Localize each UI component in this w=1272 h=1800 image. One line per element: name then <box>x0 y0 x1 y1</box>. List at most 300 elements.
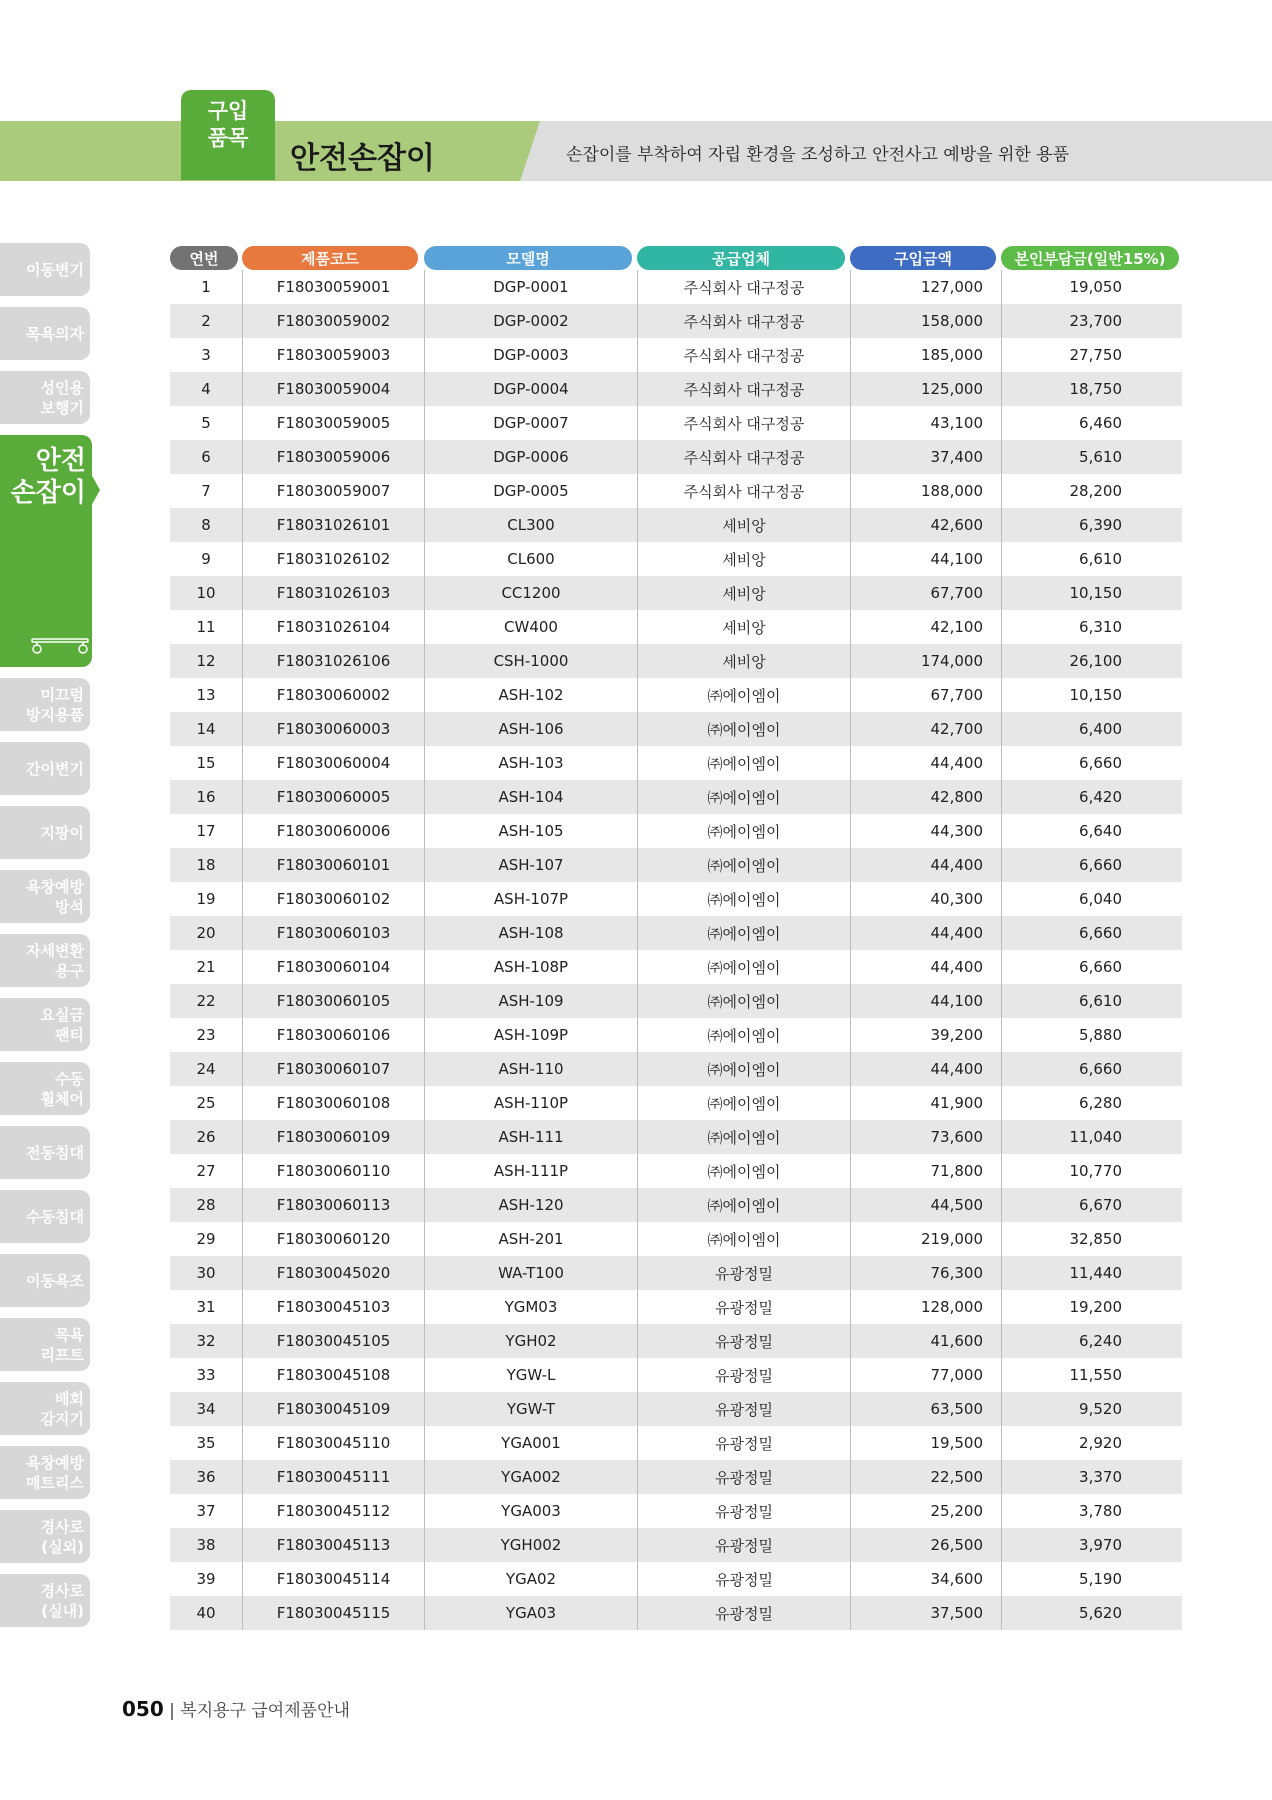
table-cell: F18030059001 <box>242 270 424 304</box>
sidebar-tab[interactable] <box>0 1062 90 1115</box>
table-cell: 주식회사 대구정공 <box>637 474 850 508</box>
column-header: 구입금액 <box>850 246 996 270</box>
column-header: 연번 <box>170 246 238 270</box>
table-cell: 67,700 <box>850 576 1001 610</box>
table-cell: 6,660 <box>1001 950 1182 984</box>
table-cell: F18031026104 <box>242 610 424 644</box>
table-cell: 5,880 <box>1001 1018 1182 1052</box>
column-header: 제품코드 <box>242 246 418 270</box>
sidebar-tab[interactable] <box>0 806 90 859</box>
table-cell: 37,500 <box>850 1596 1001 1630</box>
table-cell: 127,000 <box>850 270 1001 304</box>
table-cell: 유광정밀 <box>637 1358 850 1392</box>
table-cell: ㈜에이엠이 <box>637 1018 850 1052</box>
table-cell: 19,500 <box>850 1426 1001 1460</box>
table-cell: F18030045108 <box>242 1358 424 1392</box>
table-cell: ASH-108P <box>424 950 637 984</box>
table-cell: ㈜에이엠이 <box>637 1222 850 1256</box>
table-row <box>170 678 1182 712</box>
table-cell: 6,640 <box>1001 814 1182 848</box>
table-cell: 77,000 <box>850 1358 1001 1392</box>
table-cell: 10,150 <box>1001 678 1182 712</box>
table-cell: 5 <box>201 414 211 432</box>
table-cell: 6,460 <box>1001 406 1182 440</box>
sidebar-tab[interactable] <box>0 678 90 731</box>
table-cell: 6,240 <box>1001 1324 1182 1358</box>
table-cell: YGH02 <box>424 1324 637 1358</box>
table-cell: 5,190 <box>1001 1562 1182 1596</box>
table-cell: 63,500 <box>850 1392 1001 1426</box>
table-cell: YGW-L <box>424 1358 637 1392</box>
table-cell: 10,770 <box>1001 1154 1182 1188</box>
table-cell: ASH-109P <box>424 1018 637 1052</box>
table-cell: F18030059007 <box>242 474 424 508</box>
table-cell: F18030060002 <box>242 678 424 712</box>
table-header <box>170 246 1182 270</box>
table-cell: F18030060102 <box>242 882 424 916</box>
table-cell: 36 <box>196 1468 216 1486</box>
table-cell: 유광정밀 <box>637 1528 850 1562</box>
table-cell: ASH-201 <box>424 1222 637 1256</box>
table-row <box>170 304 1182 338</box>
table-cell: 9,520 <box>1001 1392 1182 1426</box>
table-cell: 11 <box>196 618 216 636</box>
sidebar-tab-label: 이동욕조 <box>26 1271 84 1290</box>
page-subtitle: 손잡이를 부착하여 자립 환경을 조성하고 안전사고 예방을 위한 용품 <box>566 145 1070 165</box>
table-cell: 21 <box>196 958 216 976</box>
table-cell: ASH-103 <box>424 746 637 780</box>
table-cell: 219,000 <box>850 1222 1001 1256</box>
table-row <box>170 338 1182 372</box>
table-cell: 27 <box>196 1162 216 1180</box>
table-cell: 29 <box>196 1230 216 1248</box>
table-cell: 41,900 <box>850 1086 1001 1120</box>
table-cell: F18030060104 <box>242 950 424 984</box>
table-cell: ㈜에이엠이 <box>637 712 850 746</box>
table-cell: 유광정밀 <box>637 1562 850 1596</box>
table-cell: 22 <box>196 992 216 1010</box>
sidebar-tab[interactable] <box>0 371 90 424</box>
table-cell: 40 <box>196 1604 216 1622</box>
table-row <box>170 270 1182 304</box>
table-cell: 6,660 <box>1001 1052 1182 1086</box>
sidebar-tab-label: 미끄럼 방지용품 <box>26 685 84 724</box>
table-row <box>170 814 1182 848</box>
product-table <box>170 246 1182 1630</box>
table-cell: 185,000 <box>850 338 1001 372</box>
table-row <box>170 1358 1182 1392</box>
table-cell: F18030045115 <box>242 1596 424 1630</box>
table-cell: F18030060101 <box>242 848 424 882</box>
table-cell: DGP-0003 <box>424 338 637 372</box>
table-cell: F18030060106 <box>242 1018 424 1052</box>
table-cell: WA-T100 <box>424 1256 637 1290</box>
table-cell: YGA003 <box>424 1494 637 1528</box>
sidebar-tab[interactable] <box>0 998 90 1051</box>
table-cell: 18 <box>196 856 216 874</box>
table-cell: 174,000 <box>850 644 1001 678</box>
table-cell: ㈜에이엠이 <box>637 1188 850 1222</box>
table-row <box>170 1460 1182 1494</box>
table-row <box>170 1154 1182 1188</box>
table-cell: CC1200 <box>424 576 637 610</box>
table-cell: 12 <box>196 652 216 670</box>
grab-bar-icon <box>30 635 90 655</box>
sidebar-tab-label: 욕창예방 방석 <box>26 877 84 916</box>
table-row <box>170 1392 1182 1426</box>
table-cell: 14 <box>196 720 216 738</box>
table-cell: ㈜에이엠이 <box>637 950 850 984</box>
table-cell: F18030060107 <box>242 1052 424 1086</box>
table-cell: 25 <box>196 1094 216 1112</box>
table-cell: ASH-104 <box>424 780 637 814</box>
table-cell: ㈜에이엠이 <box>637 1052 850 1086</box>
table-cell: 37 <box>196 1502 216 1520</box>
table-cell: F18030045109 <box>242 1392 424 1426</box>
table-cell: 71,800 <box>850 1154 1001 1188</box>
table-cell: 주식회사 대구정공 <box>637 304 850 338</box>
table-cell: 44,100 <box>850 542 1001 576</box>
table-cell: 42,600 <box>850 508 1001 542</box>
table-cell: F18030045112 <box>242 1494 424 1528</box>
sidebar-tab-label: 성인용 보행기 <box>40 378 84 417</box>
table-cell: 6,420 <box>1001 780 1182 814</box>
sidebar-tab-label: 목욕 리프트 <box>40 1325 84 1364</box>
table-cell: 11,550 <box>1001 1358 1182 1392</box>
table-row <box>170 542 1182 576</box>
table-cell: DGP-0002 <box>424 304 637 338</box>
table-cell: YGA002 <box>424 1460 637 1494</box>
table-cell: ㈜에이엠이 <box>637 780 850 814</box>
table-cell: 세비앙 <box>637 576 850 610</box>
table-cell: ㈜에이엠이 <box>637 746 850 780</box>
table-cell: ASH-111 <box>424 1120 637 1154</box>
table-cell: ASH-110P <box>424 1086 637 1120</box>
table-cell: F18031026102 <box>242 542 424 576</box>
table-cell: DGP-0004 <box>424 372 637 406</box>
table-cell: YGA03 <box>424 1596 637 1630</box>
table-row <box>170 1596 1182 1630</box>
table-row <box>170 1494 1182 1528</box>
table-cell: ASH-110 <box>424 1052 637 1086</box>
table-cell: 6,660 <box>1001 848 1182 882</box>
sidebar-tab-label: 욕창예방 매트리스 <box>26 1453 84 1492</box>
table-cell: 40,300 <box>850 882 1001 916</box>
sidebar-tab-label: 경사로 (실외) <box>40 1517 84 1556</box>
table-row <box>170 508 1182 542</box>
table-cell: ASH-108 <box>424 916 637 950</box>
table-cell: 세비앙 <box>637 644 850 678</box>
table-row <box>170 780 1182 814</box>
table-cell: F18030059006 <box>242 440 424 474</box>
column-header: 모델명 <box>424 246 632 270</box>
table-cell: ASH-109 <box>424 984 637 1018</box>
table-cell: 41,600 <box>850 1324 1001 1358</box>
table-cell: F18030060004 <box>242 746 424 780</box>
sidebar-tab[interactable] <box>0 307 90 360</box>
table-cell: F18030045113 <box>242 1528 424 1562</box>
table-cell: 23,700 <box>1001 304 1182 338</box>
table-cell: ㈜에이엠이 <box>637 1086 850 1120</box>
table-row <box>170 440 1182 474</box>
table-cell: 26,100 <box>1001 644 1182 678</box>
table-row <box>170 712 1182 746</box>
table-cell: CSH-1000 <box>424 644 637 678</box>
table-cell: 188,000 <box>850 474 1001 508</box>
page-footer <box>122 1696 350 1721</box>
table-cell: 73,600 <box>850 1120 1001 1154</box>
table-cell: F18030059002 <box>242 304 424 338</box>
sidebar-tab[interactable] <box>0 742 90 795</box>
sidebar-tab-label: 배회 감지기 <box>40 1389 84 1428</box>
table-row <box>170 644 1182 678</box>
table-cell: F18030045105 <box>242 1324 424 1358</box>
table-row <box>170 848 1182 882</box>
table-row <box>170 1086 1182 1120</box>
table-cell: ㈜에이엠이 <box>637 814 850 848</box>
table-cell: 6,660 <box>1001 916 1182 950</box>
table-cell: 67,700 <box>850 678 1001 712</box>
table-cell: 15 <box>196 754 216 772</box>
table-cell: ㈜에이엠이 <box>637 1120 850 1154</box>
page-title: 안전손잡이 <box>290 141 435 176</box>
table-cell: F18030059003 <box>242 338 424 372</box>
table-cell: 3 <box>201 346 211 364</box>
table-row <box>170 950 1182 984</box>
sidebar-tab[interactable] <box>0 870 90 923</box>
table-cell: 5,620 <box>1001 1596 1182 1630</box>
table-cell: 유광정밀 <box>637 1324 850 1358</box>
table-cell: 44,100 <box>850 984 1001 1018</box>
table-cell: ㈜에이엠이 <box>637 916 850 950</box>
table-cell: ㈜에이엠이 <box>637 848 850 882</box>
table-cell: 26,500 <box>850 1528 1001 1562</box>
sidebar-tab-label: 수동침대 <box>26 1207 84 1226</box>
table-cell: DGP-0006 <box>424 440 637 474</box>
sidebar-tab[interactable] <box>0 1190 90 1243</box>
sidebar-tab-label: 목욕의자 <box>26 324 84 343</box>
table-cell: 39 <box>196 1570 216 1588</box>
table-cell: F18030060103 <box>242 916 424 950</box>
table-row <box>170 576 1182 610</box>
table-cell: 34,600 <box>850 1562 1001 1596</box>
table-cell: F18030045114 <box>242 1562 424 1596</box>
sidebar-tab[interactable] <box>0 934 90 987</box>
table-cell: ASH-106 <box>424 712 637 746</box>
table-cell: F18030060003 <box>242 712 424 746</box>
table-cell: 2,920 <box>1001 1426 1182 1460</box>
table-cell: 7 <box>201 482 211 500</box>
table-cell: 주식회사 대구정공 <box>637 338 850 372</box>
table-cell: 44,400 <box>850 1052 1001 1086</box>
table-cell: 9 <box>201 550 211 568</box>
sidebar-tab[interactable] <box>0 1446 90 1499</box>
table-cell: 8 <box>201 516 211 534</box>
table-cell: ㈜에이엠이 <box>637 678 850 712</box>
table-cell: 6 <box>201 448 211 466</box>
table-cell: 유광정밀 <box>637 1596 850 1630</box>
table-cell: F18030060110 <box>242 1154 424 1188</box>
table-cell: 32 <box>196 1332 216 1350</box>
table-cell: 42,700 <box>850 712 1001 746</box>
table-cell: 3,970 <box>1001 1528 1182 1562</box>
table-cell: ㈜에이엠이 <box>637 1154 850 1188</box>
table-cell: 6,310 <box>1001 610 1182 644</box>
table-cell: 유광정밀 <box>637 1460 850 1494</box>
table-cell: 19,200 <box>1001 1290 1182 1324</box>
table-row <box>170 1290 1182 1324</box>
table-row <box>170 1426 1182 1460</box>
table-cell: F18030045103 <box>242 1290 424 1324</box>
table-cell: 28,200 <box>1001 474 1182 508</box>
table-cell: 6,660 <box>1001 746 1182 780</box>
table-cell: 44,300 <box>850 814 1001 848</box>
table-cell: 34 <box>196 1400 216 1418</box>
table-row <box>170 1562 1182 1596</box>
table-cell: 3,370 <box>1001 1460 1182 1494</box>
table-cell: 6,670 <box>1001 1188 1182 1222</box>
sidebar-tab-label: 이동변기 <box>26 260 84 279</box>
table-cell: ASH-107 <box>424 848 637 882</box>
table-row <box>170 1256 1182 1290</box>
table-cell: F18031026106 <box>242 644 424 678</box>
sidebar-tab[interactable] <box>0 435 92 667</box>
footer-text: 복지용구 급여제품안내 <box>180 1701 350 1721</box>
table-cell: DGP-0005 <box>424 474 637 508</box>
table-cell: F18030045110 <box>242 1426 424 1460</box>
table-cell: ASH-102 <box>424 678 637 712</box>
table-cell: F18031026103 <box>242 576 424 610</box>
active-tab-pointer <box>86 465 100 515</box>
category-badge <box>181 90 275 180</box>
table-cell: 4 <box>201 380 211 398</box>
page-number: 050 <box>122 1697 164 1721</box>
table-cell: 주식회사 대구정공 <box>637 372 850 406</box>
table-cell: 22,500 <box>850 1460 1001 1494</box>
table-cell: 주식회사 대구정공 <box>637 270 850 304</box>
table-cell: ㈜에이엠이 <box>637 984 850 1018</box>
sidebar-tab[interactable] <box>0 1126 90 1179</box>
table-cell: 20 <box>196 924 216 942</box>
table-cell: 유광정밀 <box>637 1494 850 1528</box>
table-cell: 유광정밀 <box>637 1392 850 1426</box>
table-cell: 125,000 <box>850 372 1001 406</box>
table-cell: 주식회사 대구정공 <box>637 440 850 474</box>
table-cell: 6,400 <box>1001 712 1182 746</box>
table-cell: F18030045020 <box>242 1256 424 1290</box>
table-cell: 주식회사 대구정공 <box>637 406 850 440</box>
table-cell: YGH002 <box>424 1528 637 1562</box>
table-cell: 37,400 <box>850 440 1001 474</box>
table-cell: YGA02 <box>424 1562 637 1596</box>
table-cell: 44,500 <box>850 1188 1001 1222</box>
table-cell: 19 <box>196 890 216 908</box>
table-row <box>170 1222 1182 1256</box>
sidebar-tab-label: 수동 휠체어 <box>40 1069 84 1108</box>
table-cell: F18030060105 <box>242 984 424 1018</box>
sidebar-tab[interactable] <box>0 1574 90 1627</box>
table-cell: 43,100 <box>850 406 1001 440</box>
table-cell: F18030060108 <box>242 1086 424 1120</box>
table-cell: 17 <box>196 822 216 840</box>
table-cell: 33 <box>196 1366 216 1384</box>
table-cell: F18030060113 <box>242 1188 424 1222</box>
table-cell: 128,000 <box>850 1290 1001 1324</box>
table-cell: 25,200 <box>850 1494 1001 1528</box>
table-cell: 44,400 <box>850 746 1001 780</box>
table-cell: 76,300 <box>850 1256 1001 1290</box>
table-cell: 44,400 <box>850 848 1001 882</box>
table-cell: F18030060120 <box>242 1222 424 1256</box>
table-cell: 35 <box>196 1434 216 1452</box>
sidebar-tab[interactable] <box>0 1382 90 1435</box>
table-cell: ASH-107P <box>424 882 637 916</box>
table-cell: ASH-105 <box>424 814 637 848</box>
table-row <box>170 882 1182 916</box>
sidebar-tab[interactable] <box>0 1510 90 1563</box>
badge-line-1: 구입 <box>207 99 249 123</box>
footer-separator: | <box>169 1701 175 1721</box>
table-cell: DGP-0001 <box>424 270 637 304</box>
table-cell: 10,150 <box>1001 576 1182 610</box>
table-cell: 24 <box>196 1060 216 1078</box>
table-cell: 6,610 <box>1001 984 1182 1018</box>
sidebar-tab[interactable] <box>0 1318 90 1371</box>
table-row <box>170 1188 1182 1222</box>
sidebar-tab[interactable] <box>0 243 90 296</box>
table-row <box>170 916 1182 950</box>
table-cell: 2 <box>201 312 211 330</box>
table-cell: 13 <box>196 686 216 704</box>
table-cell: 44,400 <box>850 916 1001 950</box>
table-cell: 유광정밀 <box>637 1290 850 1324</box>
table-cell: 6,040 <box>1001 882 1182 916</box>
table-cell: ASH-111P <box>424 1154 637 1188</box>
table-cell: ㈜에이엠이 <box>637 882 850 916</box>
table-cell: 18,750 <box>1001 372 1182 406</box>
table-cell: 158,000 <box>850 304 1001 338</box>
table-cell: F18031026101 <box>242 508 424 542</box>
table-cell: 39,200 <box>850 1018 1001 1052</box>
table-row <box>170 984 1182 1018</box>
sidebar-tab-label: 요실금 팬티 <box>40 1005 84 1044</box>
table-cell: 23 <box>196 1026 216 1044</box>
table-cell: F18030045111 <box>242 1460 424 1494</box>
table-row <box>170 474 1182 508</box>
table-cell: YGW-T <box>424 1392 637 1426</box>
table-cell: 10 <box>196 584 216 602</box>
table-cell: 11,040 <box>1001 1120 1182 1154</box>
sidebar-tab[interactable] <box>0 1254 90 1307</box>
table-cell: F18030060006 <box>242 814 424 848</box>
table-cell: YGM03 <box>424 1290 637 1324</box>
table-cell: 16 <box>196 788 216 806</box>
table-cell: 31 <box>196 1298 216 1316</box>
table-cell: 6,610 <box>1001 542 1182 576</box>
table-cell: 유광정밀 <box>637 1256 850 1290</box>
sidebar-tab-label: 안전 손잡이 <box>10 446 86 508</box>
table-row <box>170 1018 1182 1052</box>
table-cell: 5,610 <box>1001 440 1182 474</box>
sidebar-tab-label: 전동침대 <box>26 1143 84 1162</box>
table-row <box>170 746 1182 780</box>
column-header: 공급업체 <box>637 246 845 270</box>
table-cell: F18030059004 <box>242 372 424 406</box>
table-cell: 1 <box>201 278 211 296</box>
badge-line-2: 품목 <box>207 126 249 150</box>
table-cell: 3,780 <box>1001 1494 1182 1528</box>
table-cell: 27,750 <box>1001 338 1182 372</box>
